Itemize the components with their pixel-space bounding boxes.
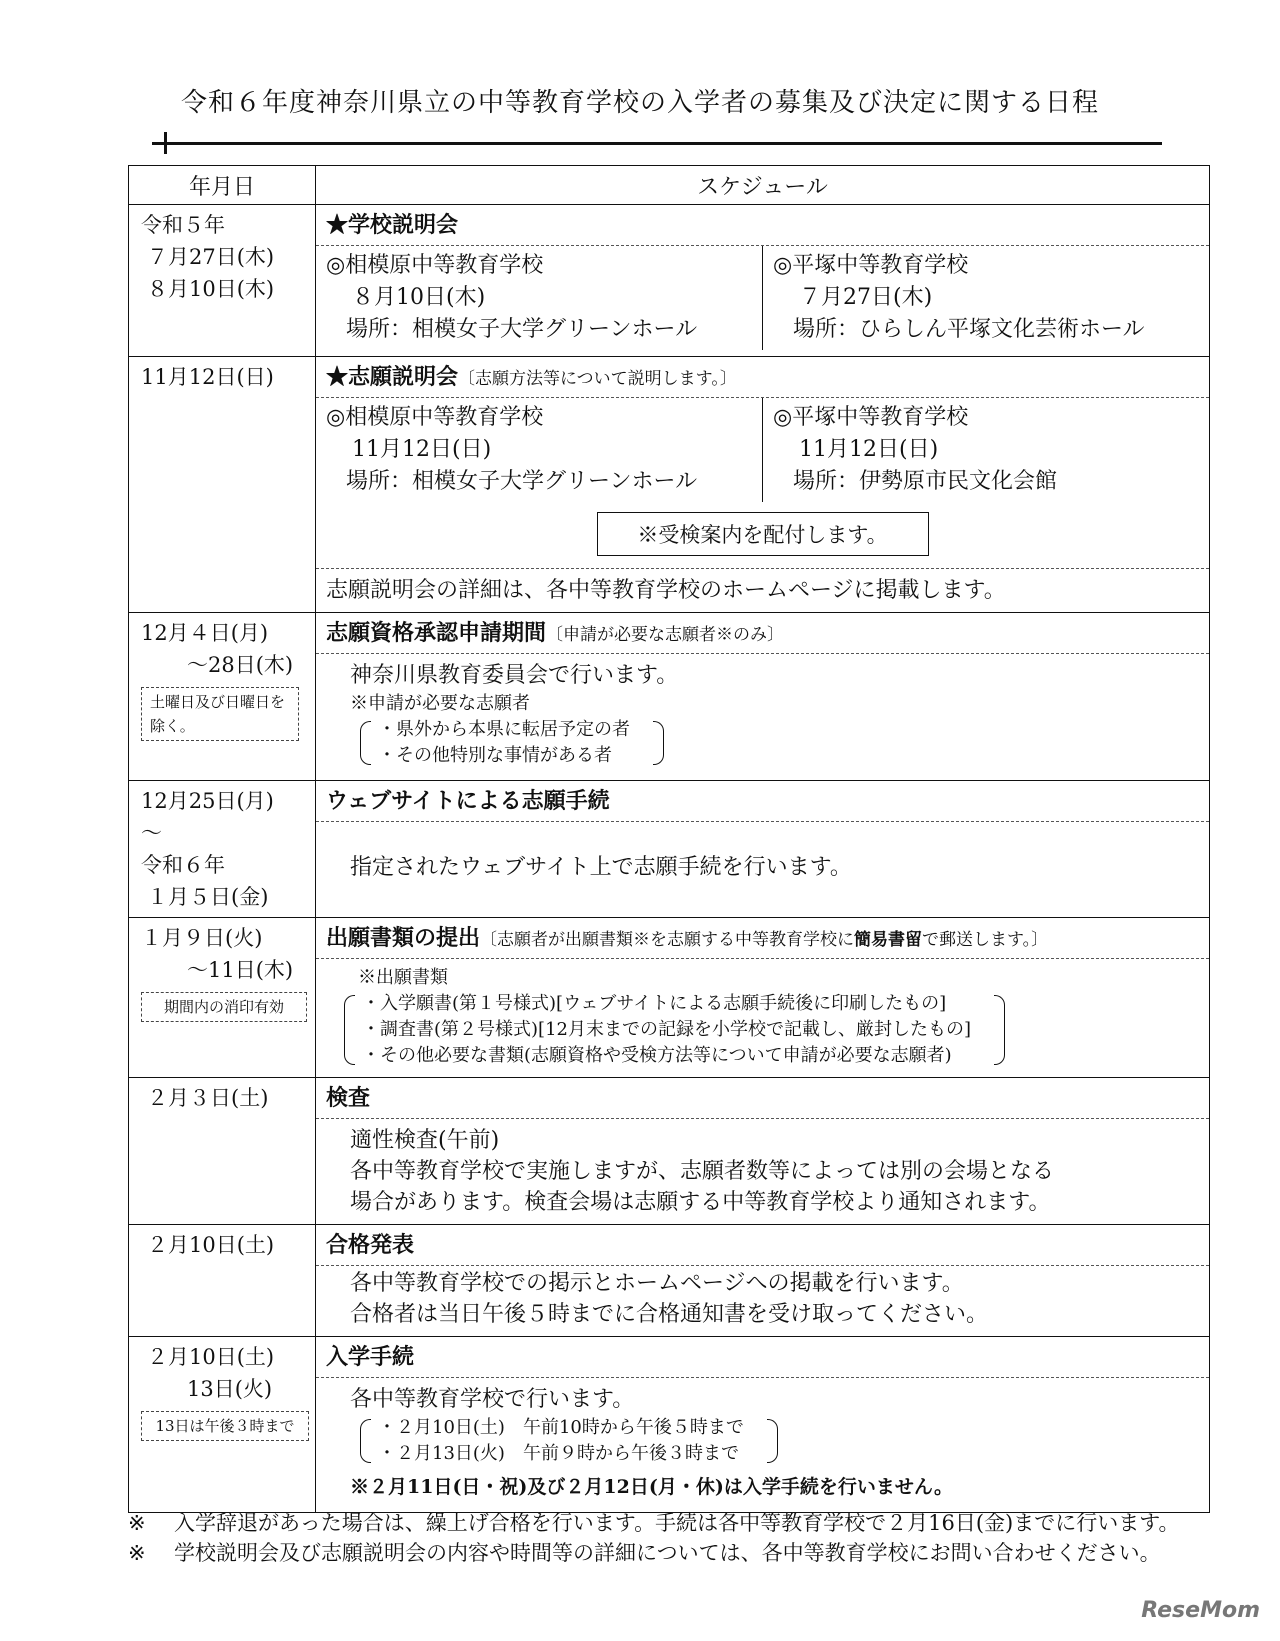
resemom-logo: ReseMom — [1141, 1598, 1260, 1623]
school-left — [316, 398, 762, 502]
event-small-title: ※申請が必要な志願者 — [350, 693, 530, 714]
event-heading-title: 志願資格承認申請期間 — [326, 620, 547, 646]
schedule-cell — [316, 357, 1210, 613]
list-item: ・県外から本県に転居予定の者 — [378, 719, 630, 740]
list-item: ・その他特別な事情がある者 — [378, 745, 612, 766]
date-cell — [129, 781, 316, 918]
event-heading: ★学校説明会 — [316, 205, 1209, 246]
school-right — [762, 398, 1209, 502]
boxed-note: ※受検案内を配付します。 — [597, 512, 929, 556]
event-heading-sub: 〔志願方法等について説明します。〕 — [458, 369, 737, 389]
date-line: 13日(火) — [187, 1377, 273, 1401]
event-place: 場所：相模女子大学グリーンホール — [346, 317, 698, 342]
date-note: 期間内の消印有効 — [141, 992, 307, 1022]
footnote-mark: ※ — [128, 1511, 146, 1535]
event-body — [316, 1119, 1209, 1224]
date-line: ～28日(木) — [187, 653, 294, 677]
schedule-cell — [316, 1078, 1210, 1225]
list-item: ・調査書(第２号様式)[12月末までの記録を小学校で記載し、厳封したもの] — [362, 1019, 971, 1040]
bracket-list — [344, 991, 1005, 1069]
date-cell — [129, 357, 316, 613]
event-text: 合格者は当日午後５時までに合格通知書を受け取ってください。 — [350, 1302, 989, 1327]
school-left — [316, 246, 762, 350]
date-line: 12月４日(月) — [141, 621, 269, 645]
date-cell — [129, 1225, 316, 1337]
bracket-list — [360, 717, 664, 769]
event-heading: 検査 — [316, 1078, 1209, 1119]
event-heading-sub: 〔申請が必要な志願者※のみ〕 — [546, 625, 785, 645]
date-line: １月９日(火) — [141, 926, 263, 950]
header-date: 年月日 — [129, 166, 316, 205]
footnote — [128, 1538, 1228, 1568]
event-text: 各中等教育学校で実施しますが、志願者数等によっては別の会場となる — [350, 1159, 1055, 1184]
schedule-cell — [316, 918, 1210, 1078]
date-line: 12月25日(月) — [141, 789, 274, 813]
date-cell — [129, 1337, 316, 1513]
event-heading-title: ★志願説明会 — [326, 364, 459, 390]
event-day: ７月27日(木) — [799, 285, 933, 310]
school-name: ◎相模原中等教育学校 — [326, 253, 544, 278]
event-heading-title: 出願書類の提出 — [326, 925, 481, 951]
school-right — [762, 246, 1209, 350]
schedule-cell — [316, 613, 1210, 781]
footnote-mark: ※ — [128, 1541, 146, 1565]
event-body — [316, 959, 1209, 1076]
footnote — [128, 1508, 1228, 1538]
event-heading — [316, 357, 1209, 398]
event-heading-sub-bold: 簡易書留 — [854, 930, 923, 950]
list-item: ・２月13日(火) 午前９時から午後３時まで — [378, 1443, 739, 1464]
footnote-text: 学校説明会及び志願説明会の内容や時間等の詳細については、各中等教育学校にお問い合わせください。 — [174, 1541, 1161, 1565]
bracket-list — [360, 1415, 778, 1467]
event-body — [316, 654, 1209, 776]
event-text: 適性検査(午前) — [350, 1128, 500, 1153]
event-day: 11月12日(日) — [799, 437, 939, 462]
event-text: 指定されたウェブサイト上で志願手続を行います。 — [350, 855, 852, 880]
date-line: 11月12日(日) — [141, 365, 274, 389]
date-line: １月５日(金) — [147, 885, 269, 909]
date-line: 令和５年 — [141, 213, 225, 237]
table-row — [129, 1337, 1210, 1513]
date-line: ２月10日(土) — [147, 1345, 275, 1369]
event-place: 場所：伊勢原市民文化会館 — [793, 469, 1058, 494]
schedule-cell — [316, 1225, 1210, 1337]
list-item: ・その他必要な書類(志願資格や受検方法等について申請が必要な志願者) — [362, 1045, 952, 1066]
header-schedule: スケジュール — [316, 166, 1210, 205]
table-row — [129, 1078, 1210, 1225]
footnotes — [128, 1508, 1228, 1568]
table-header-row — [129, 166, 1210, 205]
date-line: ２月３日(土) — [147, 1086, 269, 1110]
title-underline — [152, 142, 1162, 145]
school-name: ◎平塚中等教育学校 — [773, 405, 969, 430]
date-note: 13日は午後３時まで — [141, 1411, 309, 1441]
event-text: 各中等教育学校で行います。 — [350, 1387, 635, 1412]
event-heading-sub: 〔志願者が出願書類※を志願する中等教育学校に — [480, 930, 855, 950]
schedule-cell — [316, 1337, 1210, 1513]
date-line: 令和６年 — [141, 853, 225, 877]
event-heading-sub: で郵送します。〕 — [922, 930, 1049, 950]
table-row — [129, 613, 1210, 781]
event-heading: 入学手続 — [316, 1337, 1209, 1378]
table-row — [129, 781, 1210, 918]
event-heading: 合格発表 — [316, 1225, 1209, 1266]
event-heading: ウェブサイトによる志願手続 — [316, 781, 1209, 822]
school-name: ◎平塚中等教育学校 — [773, 253, 969, 278]
table-row — [129, 918, 1210, 1078]
school-name: ◎相模原中等教育学校 — [326, 405, 544, 430]
warning-text: ※２月11日(日・祝)及び２月12日(月・休)は入学手続を行いません。 — [350, 1476, 953, 1498]
date-cell — [129, 613, 316, 781]
table-row — [129, 205, 1210, 357]
event-small-title: ※出願書類 — [358, 967, 448, 988]
page-title: 令和６年度神奈川県立の中等教育学校の入学者の募集及び決定に関する日程 — [180, 88, 1099, 118]
list-item: ・入学願書(第１号様式)[ウェブサイトによる志願手続後に印刷したもの] — [362, 993, 947, 1014]
event-body — [316, 1378, 1209, 1509]
table-row — [129, 357, 1210, 613]
event-day: 11月12日(日) — [352, 437, 492, 462]
event-text: 各中等教育学校での掲示とホームページへの掲載を行います。 — [350, 1271, 964, 1296]
date-line: ～11日(木) — [187, 958, 294, 982]
table-row — [129, 1225, 1210, 1337]
list-item: ・２月10日(土) 午前10時から午後５時まで — [378, 1417, 744, 1438]
footnote-text: 入学辞退があった場合は、繰上げ合格を行います。手続は各中等教育学校で２月16日(金)までに行います。 — [174, 1511, 1180, 1535]
schedule-cell — [316, 205, 1210, 357]
date-cell — [129, 1078, 316, 1225]
event-body — [316, 1266, 1209, 1336]
date-cell — [129, 205, 316, 357]
event-day: ８月10日(木) — [352, 285, 486, 310]
event-heading — [316, 918, 1209, 959]
schedule-cell — [316, 781, 1210, 918]
schedule-table — [128, 165, 1210, 1513]
row-footer-text: 志願説明会の詳細は、各中等教育学校のホームページに掲載します。 — [316, 568, 1209, 612]
date-line: ７月27日(木) — [147, 245, 275, 269]
event-heading — [316, 613, 1209, 654]
date-note: 土曜日及び日曜日を除く。 — [141, 687, 299, 741]
date-line: ２月10日(土) — [147, 1233, 275, 1257]
date-cell — [129, 918, 316, 1078]
event-place: 場所：相模女子大学グリーンホール — [346, 469, 698, 494]
event-place: 場所：ひらしん平塚文化芸術ホール — [793, 317, 1145, 342]
date-line: ～ — [141, 821, 162, 845]
title-underline-tick — [164, 132, 167, 154]
date-line: ８月10日(木) — [147, 277, 275, 301]
event-text: 場合があります。検査会場は志願する中等教育学校より通知されます。 — [350, 1190, 1051, 1215]
event-text: 神奈川県教育委員会で行います。 — [350, 663, 679, 688]
